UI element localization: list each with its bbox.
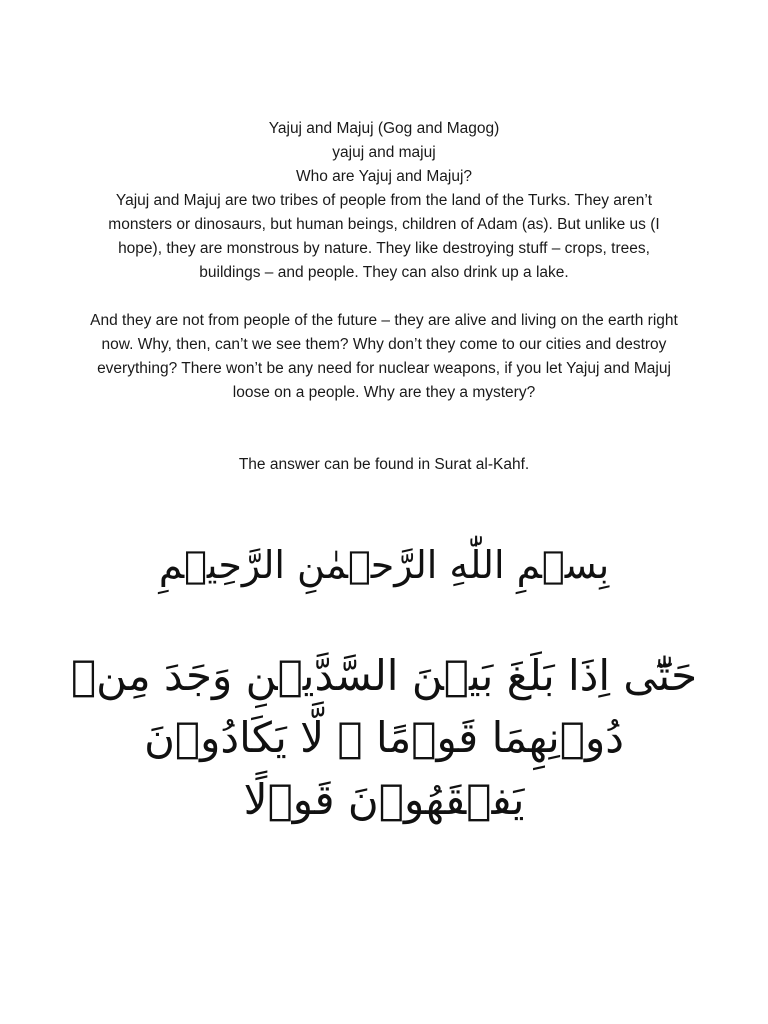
- paragraph-3: The answer can be found in Surat al-Kahf.: [238, 456, 530, 473]
- quran-verse-text: حَتّٰٓى اِذَا بَلَغَ بَيۡنَ السَّدَّيۡنِ وَجَدَ مِنۡ دُوۡنِهِمَا قَوۡمًا ۙ لَّا يَكَادُوۡنَ يَفۡقَهُوۡنَ قَوۡلًا: [70, 651, 698, 824]
- document-title: Yajuj and Majuj (Gog and Magog): [268, 120, 500, 137]
- document-subtitle: yajuj and majuj: [332, 144, 436, 161]
- intro-block: [88, 117, 680, 285]
- paragraph-1: Yajuj and Majuj are two tribes of people from the land of the Turks. They aren’t monsters or dinosaurs, but human beings, children of Adam (as). But unlike us (I hope), they are monstrous by nature. They like destroying stuff – crops, trees, buildings – and people. They can also drink up a lake.: [108, 192, 660, 281]
- question-line: Who are Yajuj and Majuj?: [295, 168, 473, 185]
- paragraph-2: And they are not from people of the future – they are alive and living on the earth right now. Why, then, can’t we see them? Why don’t they come to our cities and destroy everything? There won’t be any need for nuclear weapons, if you let Yajuj and Majuj loose on a people. Why are they a mystery?: [90, 312, 678, 401]
- basmala-text: بِسۡمِ اللّٰهِ الرَّحۡمٰنِ الرَّحِيۡمِ: [158, 543, 610, 587]
- paragraph-3-block: [88, 453, 680, 477]
- paragraph-2-block: [88, 309, 680, 405]
